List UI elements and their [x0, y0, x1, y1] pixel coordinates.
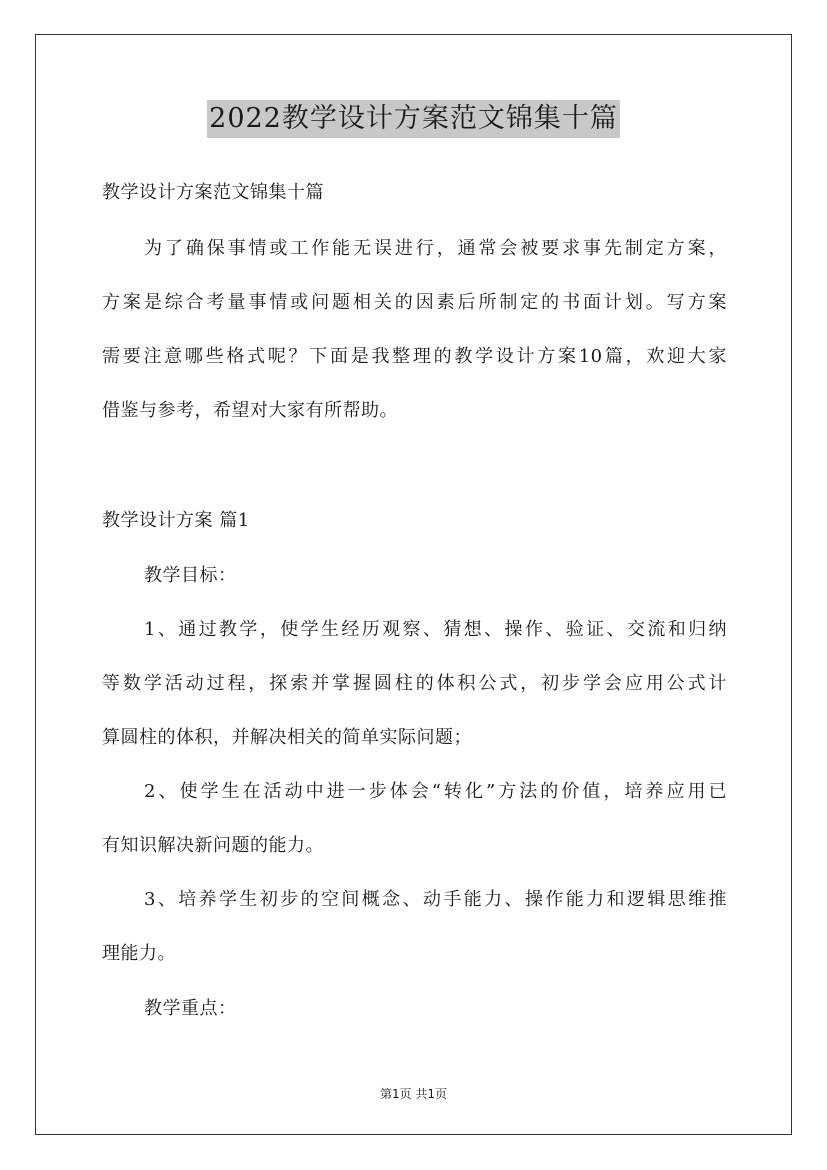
paragraph-line: 有知识解决新问题的能力。 [102, 835, 324, 856]
paragraph-line: 2、使学生在活动中进一步体会“转化”方法的价值，培养应用已 [144, 781, 727, 802]
paragraph-line: 算圆柱的体积，并解决相关的简单实际问题； [102, 727, 472, 748]
subtitle-line: 教学设计方案范文锦集十篇 [102, 182, 324, 203]
subheading-objectives: 教学目标： [144, 565, 237, 586]
paragraph-line: 等数学活动过程，探索并掌握圆柱的体积公式，初步学会应用公式计 [102, 673, 727, 694]
paragraph-line: 3、培养学生初步的空间概念、动手能力、操作能力和逻辑思维推 [144, 889, 727, 910]
paragraph-line: 需要注意哪些格式呢？下面是我整理的教学设计方案10篇，欢迎大家 [102, 346, 727, 367]
document-title: 2022教学设计方案范文锦集十篇 [207, 100, 620, 138]
paragraph-line: 借鉴与参考，希望对大家有所帮助。 [102, 400, 398, 421]
title-container [0, 100, 827, 138]
paragraph-line: 方案是综合考量事情或问题相关的因素后所制定的书面计划。写方案 [102, 292, 727, 313]
subheading-key-points: 教学重点： [144, 998, 237, 1019]
page-footer: 第1页 共1页 [379, 1087, 448, 1101]
section-heading: 教学设计方案 篇1 [102, 510, 250, 531]
paragraph-line: 为了确保事情或工作能无误进行，通常会被要求事先制定方案， [144, 238, 727, 259]
paragraph-line: 1、通过教学，使学生经历观察、猜想、操作、验证、交流和归纳 [144, 619, 727, 640]
paragraph-line: 理能力。 [102, 943, 176, 964]
